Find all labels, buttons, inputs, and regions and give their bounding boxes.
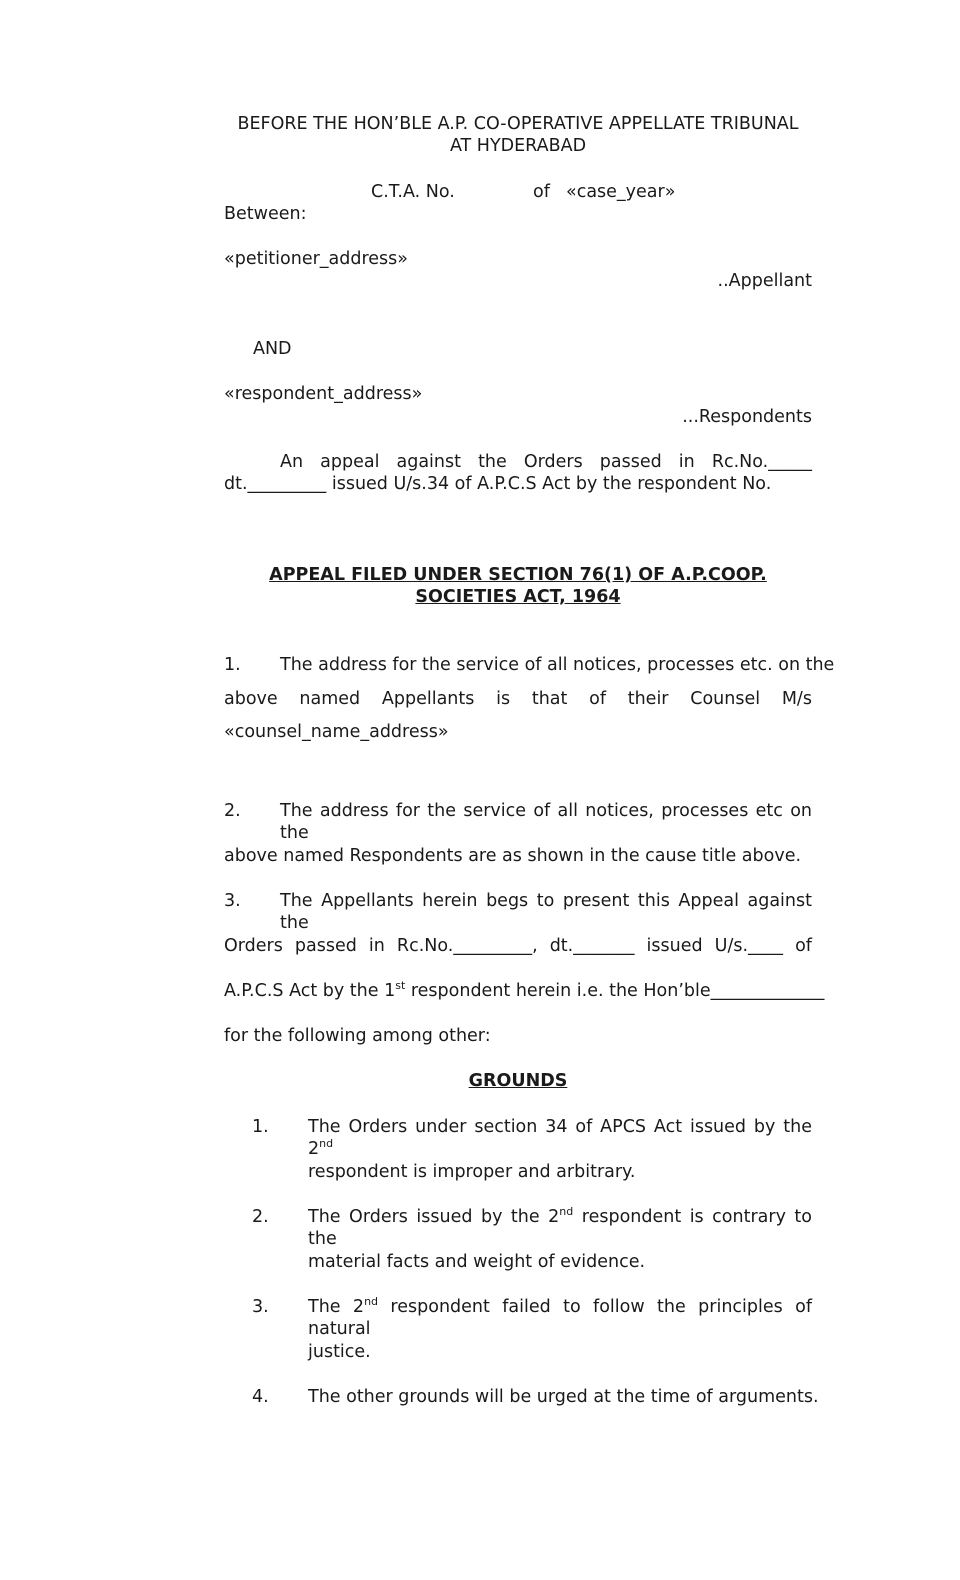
para3-line2-word: dt._______ — [549, 936, 635, 956]
para3-line2-word: issued — [646, 936, 703, 956]
para1-line2-word: that — [531, 689, 568, 709]
para3-line2-word: in — [368, 936, 385, 956]
appeal-intro-word: Orders — [523, 452, 583, 472]
para3-line2-word: passed — [294, 936, 357, 956]
appeal-intro-word: passed — [599, 452, 662, 472]
appeal-intro-word: the — [478, 452, 507, 472]
appeal-title-line2: SOCIETIES ACT, 1964 — [415, 587, 621, 607]
cta-label: C.T.A. No. — [371, 182, 455, 202]
ground-line2: material facts and weight of evidence. — [308, 1252, 646, 1272]
respondents-label: ...Respondents — [682, 407, 812, 427]
para3-line3: A.P.C.S Act by the 1st respondent herein i.e. the Hon’ble _____________ — [224, 979, 825, 1001]
para1-line2-word: M/s — [781, 689, 812, 709]
appellant-label: ..Appellant — [717, 271, 812, 291]
appeal-intro-word: appeal — [320, 452, 380, 472]
grounds-heading: GROUNDS — [468, 1071, 568, 1091]
cta-of: of — [533, 182, 550, 202]
para3-line2 — [224, 935, 812, 957]
ground-number: 3. — [252, 1297, 269, 1317]
para1-line2-word: Appellants — [381, 689, 475, 709]
ground-number: 2. — [252, 1207, 269, 1227]
counsel-name-address: «counsel_name_address» — [224, 722, 449, 742]
para1-line2-word: Counsel — [690, 689, 761, 709]
court-title-line1: BEFORE THE HON’BLE A.P. CO-OPERATIVE APPELLATE TRIBUNAL — [237, 114, 799, 134]
para1-line2-word: their — [627, 689, 669, 709]
and-label: AND — [253, 339, 292, 359]
honble-blank: _____________ — [710, 981, 825, 1001]
para3-line2-word: of — [795, 936, 812, 956]
para1-line1: The address for the service of all notices, processes etc. on the — [280, 655, 835, 675]
para1-line2-word: named — [299, 689, 361, 709]
para1-line2 — [224, 688, 812, 710]
para3-line4: for the following among other: — [224, 1026, 491, 1046]
para3-number: 3. — [224, 891, 241, 911]
para1-line2-word: above — [224, 689, 278, 709]
para1-line2-word: is — [496, 689, 511, 709]
para2-number: 2. — [224, 801, 241, 821]
appeal-intro-word: Rc.No._____ — [711, 452, 812, 472]
ground-line1: The Orders issued by the 2nd respondent is contrary to the — [308, 1205, 813, 1249]
para3-line2-word: U/s.____ — [714, 936, 784, 956]
para3-line1: The Appellants herein begs to present this Appeal against the — [280, 891, 812, 933]
case-year: «case_year» — [566, 182, 676, 202]
ground-line1: The Orders under section 34 of APCS Act issued by the 2nd — [308, 1117, 812, 1159]
para1-line2-word: of — [589, 689, 606, 709]
para2-line2: above named Respondents are as shown in the cause title above. — [224, 846, 802, 866]
appeal-intro-line1 — [280, 451, 812, 473]
ground-line1: The other grounds will be urged at the time of arguments. — [308, 1387, 819, 1407]
para1-number: 1. — [224, 655, 241, 675]
appeal-intro-word: against — [396, 452, 461, 472]
para3-line2-word: Rc.No._________, — [396, 936, 538, 956]
ground-number: 4. — [252, 1387, 269, 1407]
respondent-address: «respondent_address» — [224, 384, 423, 404]
para3-line2-word: Orders — [224, 936, 283, 956]
ground-line2: respondent is improper and arbitrary. — [308, 1162, 636, 1182]
ground-line1: The 2nd respondent failed to follow the principles of natural — [308, 1295, 813, 1339]
para2-line1: The address for the service of all notices, processes etc on the — [280, 801, 812, 843]
appeal-intro-word: in — [678, 452, 695, 472]
court-title-line2: AT HYDERABAD — [449, 136, 587, 156]
appeal-intro-line2: dt._________ issued U/s.34 of A.P.C.S Act by the respondent No. — [224, 474, 772, 494]
appeal-intro-word: An — [280, 452, 304, 472]
ground-line2: justice. — [308, 1342, 371, 1362]
between-label: Between: — [224, 204, 307, 224]
petitioner-address: «petitioner_address» — [224, 249, 408, 269]
appeal-title-line1: APPEAL FILED UNDER SECTION 76(1) OF A.P.COOP. — [269, 565, 767, 585]
ground-number: 1. — [252, 1117, 269, 1137]
